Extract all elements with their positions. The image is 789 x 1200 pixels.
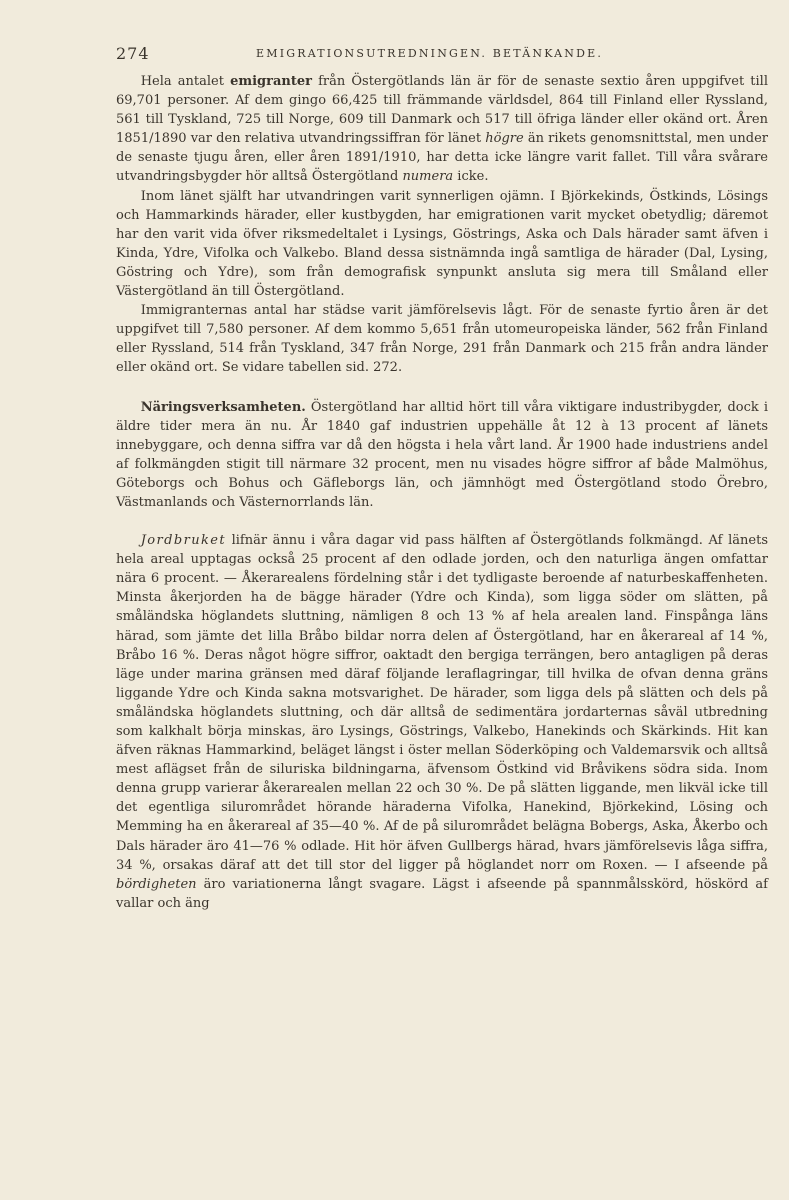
italic-bordigheten: bördigheten [116,876,197,892]
heading-jordbruket: Jordbruket [140,533,226,549]
italic-hogre: högre [485,131,524,147]
page-header [116,44,676,64]
heading-naringsverksamheten: Näringsverksamheten. [140,399,306,415]
italic-numera: numera [402,169,454,185]
running-head: EMIGRATIONSUTREDNINGEN. BETÄNKANDE. [256,47,604,60]
paragraph-immigrants: Immigranternas antal har städse varit jämförelsevis lågt. För de senaste fyrtio åren är det uppgifvet till 7,580 personer. Af dem kommo 5,651 från utomeuropeiska länder, 562 från Finland eller Ryssland, 514 från Tyskland, 347 från Norge, 291 från Danmark och 215 från andra länder eller okänd ort. Se vidare tabellen sid. 272. [116,303,768,376]
paragraph-agriculture: Jordbruket lifnär ännu i våra dagar vid pass hälften af Östergötlands folkmängd. Af länets hela areal upptagas också 25 procent af den odlade jorden, och den naturliga ängen omfattar nära 6 procent. — Åkerarealens fördelning står i det tydligaste beroende af naturbeskaffenheten. Minsta åkerjorden ha de bägge härader (Ydre och Kinda), som ligga söder om slätten, på småländska höglandets sluttning, nämligen 8 och 13 % af hela arealen land. Finspånga läns härad, som jämte det lilla Bråbo bildar norra delen af Östergötland, har en åkerareal af 14 %, Bråbo 16 %. Deras något högre siffror, oaktadt den bergiga terrängen, bero antagligen på deras läge under marina gränsen med däraf följande leraflagringar, till hvilka de ofvan denna gräns liggande Ydre och Kinda sakna motsvarighet. De härader, som ligga dels på slätten och dels på småländska höglandets sluttning, och där alltså de sedimentära jordarternas såväl utbredning som kalkhalt börja minskas, äro Lysings, Göstrings, Valkebo, Hanekinds och Skärkinds. Hit kan äfven räknas Hammarkind, beläget längst i öster mellan Söderköping och Valdemarsvik och alltså mest aflägset från de siluriska bildningarna, äfvensom Östkind vid Bråvikens södra sida. Inom denna grupp varierar åkerarealen mellan 22 och 30 %. De på slätten liggande, men likväl icke till det egentliga silurområdet hörande häraderna Vifolka, Hanekind, Björkekind, Lösing och Memming ha en åkerareal af 35—40 %. Af de på silurområdet belägna Bobergs, Aska, Åkerbo och Dals härader äro 41—76 % odlade. Hit hör äfven Gullbergs härad, hvars jämförelsevis låga siffra, 34 %, orsakas däraf att det till stor del ligger på höglandet norr om Roxen. — I afseende på bördigheten äro variationerna långt svagare. Lägst i afseende på spannmålsskörd, höskörd af vallar och äng [116,533,768,911]
page-number: 274 [116,44,150,63]
paragraph-industry: Näringsverksamheten. Östergötland har alltid hört till våra viktigare industribygder, dock i äldre tider mera än nu. År 1840 gaf industrien uppehälle åt 12 à 13 procent af länets innebyggare, och denna siffra var då den högsta i hela vårt land. År 1900 hade industriens andel af folkmängden stigit till närmare 32 procent, men nu visades högre siffror af både Malmöhus, Göteborgs och Bohus och Gäfleborgs län, och jämnhögt med Östergötland stodo Örebro, Västmanlands och Västernorrlands län. [116,399,768,510]
paragraph-emigrants: Hela antalet emigranter från Östergötlands län är för de senaste sextio åren uppgifvet till 69,701 personer. Af dem gingo 66,425 till främmande världsdel, 864 till Finland eller Ryssland, 561 till Tyskland, 725 till Norge, 609 till Danmark och 517 till öfriga länder eller okänd ort. Åren 1851/1890 var den relativa utvandringssiffran för länet högre än rikets genomsnittstal, men under de senaste tjugu åren, eller åren 1891/1910, har detta icke längre varit fallet. Till våra svårare utvandringsbygder hör alltså Östergötland numera icke. [116,74,768,185]
body-text [116,72,768,913]
keyword-emigranter: emigranter [230,74,312,89]
paragraph-regional-emigration: Inom länet själft har utvandringen varit synnerligen ojämn. I Björkekinds, Östkinds, Lösings och Hammarkinds härader, eller kustbygden, har emigrationen varit mycket obetydlig; däremot har den varit vida öfver riksmedeltalet i Lysings, Göstrings, Aska och Dals härader samt äfven i Kinda, Ydre, Vifolka och Valkebo. Bland dessa sistnämnda ingå samtliga de härader (Dal, Lysing, Göstring och Ydre), som från demografisk synpunkt ansluta sig mera till Småland eller Västergötland än till Östergötland. [116,188,768,300]
